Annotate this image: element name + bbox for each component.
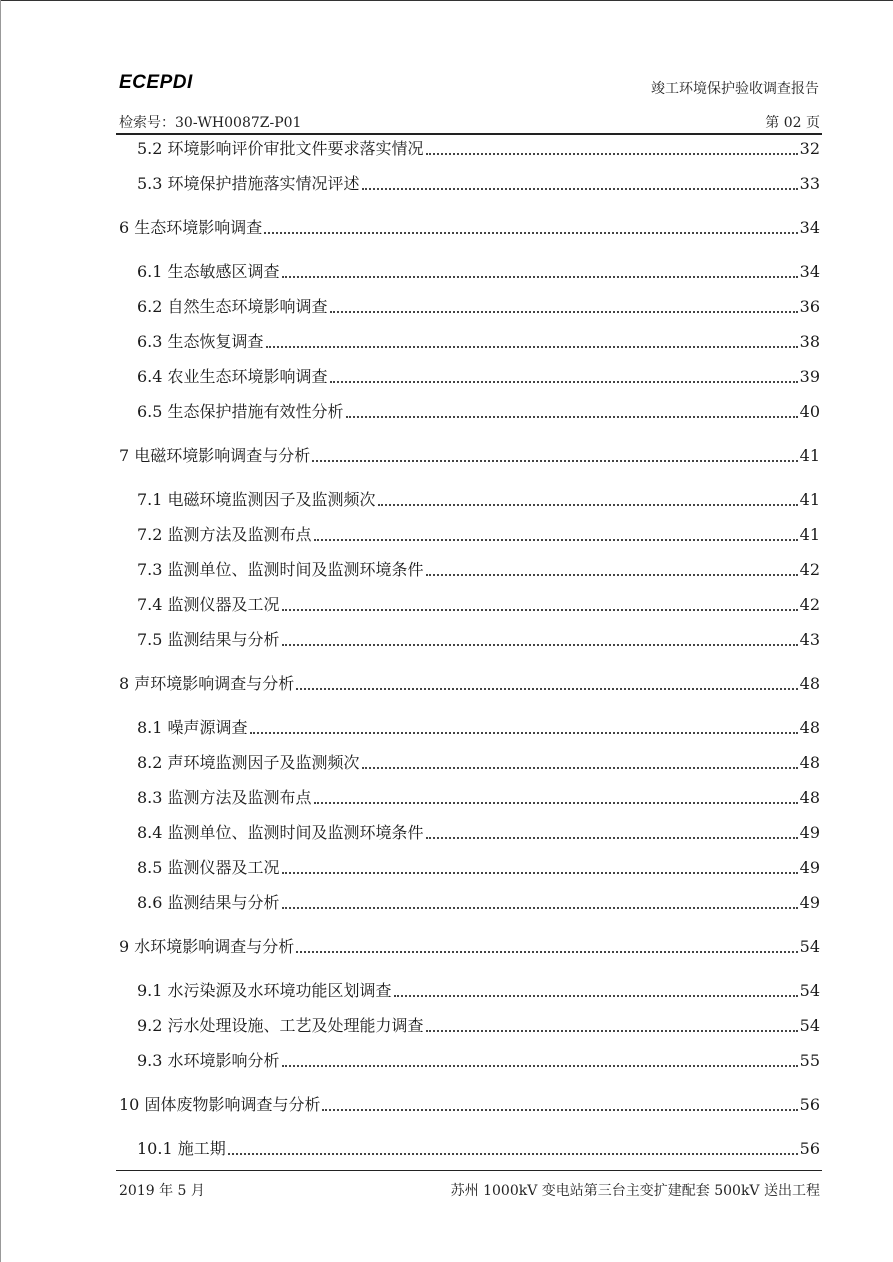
toc-entry-title: 7.5 监测结果与分析 bbox=[137, 630, 280, 649]
toc-entry-page: 40 bbox=[799, 402, 820, 421]
ecepdi-logo: ECEPDI bbox=[119, 72, 193, 93]
toc-entry-page: 48 bbox=[799, 718, 820, 737]
toc-entry-page: 56 bbox=[799, 1095, 820, 1114]
toc-entry-page: 41 bbox=[799, 490, 820, 509]
toc-entry-page: 41 bbox=[799, 446, 820, 465]
toc-entry-page: 49 bbox=[799, 858, 820, 877]
toc-entry[interactable] bbox=[137, 891, 820, 913]
toc-entry[interactable] bbox=[137, 330, 820, 352]
toc-entry-page: 39 bbox=[799, 367, 820, 386]
toc-dot-leader bbox=[312, 460, 797, 462]
toc-entry-title: 6.3 生态恢复调查 bbox=[137, 332, 264, 351]
toc-entry-title: 9.2 污水处理设施、工艺及处理能力调查 bbox=[137, 1016, 424, 1035]
toc-entry-title: 6.2 自然生态环境影响调查 bbox=[137, 297, 328, 316]
toc-entry-title: 7.3 监测单位、监测时间及监测环境条件 bbox=[137, 560, 424, 579]
toc-dot-leader bbox=[330, 381, 798, 383]
toc-entry[interactable] bbox=[137, 295, 820, 317]
toc-dot-leader bbox=[296, 951, 797, 953]
toc-entry-page: 34 bbox=[799, 262, 820, 281]
toc-entry-page: 34 bbox=[799, 218, 820, 237]
toc-entry[interactable] bbox=[137, 365, 820, 387]
toc-entry-title: 9.1 水污染源及水环境功能区划调查 bbox=[137, 981, 392, 1000]
toc-dot-leader bbox=[228, 1153, 798, 1155]
footer-divider bbox=[116, 1170, 822, 1171]
toc-entry-title: 8.4 监测单位、监测时间及监测环境条件 bbox=[137, 823, 424, 842]
toc-entry-title: 6.5 生态保护措施有效性分析 bbox=[137, 402, 344, 421]
toc-entry[interactable] bbox=[137, 979, 820, 1001]
toc-entry[interactable] bbox=[119, 672, 820, 694]
toc-entry-page: 42 bbox=[799, 595, 820, 614]
toc-dot-leader bbox=[426, 574, 798, 576]
toc-entry-page: 41 bbox=[799, 525, 820, 544]
toc-entry-page: 36 bbox=[799, 297, 820, 316]
toc-entry-title: 9.3 水环境影响分析 bbox=[137, 1051, 280, 1070]
toc-dot-leader bbox=[282, 644, 798, 646]
toc-entry[interactable] bbox=[137, 856, 820, 878]
toc-entry-page: 38 bbox=[799, 332, 820, 351]
toc-entry[interactable] bbox=[137, 1137, 820, 1159]
toc-dot-leader bbox=[282, 872, 798, 874]
toc-entry-title: 8.2 声环境监测因子及监测频次 bbox=[137, 753, 360, 772]
toc-dot-leader bbox=[282, 276, 798, 278]
toc-dot-leader bbox=[266, 346, 798, 348]
toc-entry-title: 8.6 监测结果与分析 bbox=[137, 893, 280, 912]
toc-entry-title: 6.4 农业生态环境影响调查 bbox=[137, 367, 328, 386]
toc-entry-page: 48 bbox=[799, 674, 820, 693]
toc-entry[interactable] bbox=[119, 935, 820, 957]
toc-entry[interactable] bbox=[137, 751, 820, 773]
toc-entry[interactable] bbox=[119, 216, 820, 238]
toc-entry-title: 8.1 噪声源调查 bbox=[137, 718, 248, 737]
toc-entry[interactable] bbox=[137, 137, 820, 159]
toc-entry[interactable] bbox=[137, 593, 820, 615]
toc-dot-leader bbox=[426, 1030, 798, 1032]
toc-entry[interactable] bbox=[137, 821, 820, 843]
toc-entry[interactable] bbox=[137, 558, 820, 580]
toc-entry-page: 54 bbox=[799, 981, 820, 1000]
toc-entry[interactable] bbox=[137, 1014, 820, 1036]
toc-entry-page: 49 bbox=[799, 893, 820, 912]
toc-dot-leader bbox=[314, 802, 798, 804]
toc-entry-page: 49 bbox=[799, 823, 820, 842]
toc-entry[interactable] bbox=[137, 400, 820, 422]
toc-dot-leader bbox=[282, 1065, 798, 1067]
toc-entry-title: 10 固体废物影响调查与分析 bbox=[119, 1095, 321, 1114]
toc-dot-leader bbox=[426, 153, 798, 155]
toc-entry-title: 5.3 环境保护措施落实情况评述 bbox=[137, 174, 360, 193]
index-number: 检索号：30-WH0087Z-P01 bbox=[119, 115, 302, 131]
report-title: 竣工环境保护验收调查报告 bbox=[651, 81, 819, 97]
toc-dot-leader bbox=[322, 1109, 797, 1111]
toc-entry[interactable] bbox=[137, 716, 820, 738]
toc-entry-title: 7.4 监测仪器及工况 bbox=[137, 595, 280, 614]
toc-entry-title: 7.1 电磁环境监测因子及监测频次 bbox=[137, 490, 376, 509]
toc-entry-page: 43 bbox=[799, 630, 820, 649]
toc-dot-leader bbox=[394, 995, 798, 997]
toc-dot-leader bbox=[282, 907, 798, 909]
toc-entry-page: 54 bbox=[799, 937, 820, 956]
toc-entry-title: 9 水环境影响调查与分析 bbox=[119, 937, 295, 956]
footer-project-name: 苏州 1000kV 变电站第三台主变扩建配套 500kV 送出工程 bbox=[450, 1183, 820, 1199]
toc-dot-leader bbox=[314, 539, 798, 541]
toc-entry[interactable] bbox=[137, 1049, 820, 1071]
toc-dot-leader bbox=[346, 416, 798, 418]
footer-date: 2019 年 5 月 bbox=[119, 1183, 205, 1199]
toc-entry[interactable] bbox=[119, 1093, 820, 1115]
toc-entry-page: 56 bbox=[799, 1139, 820, 1158]
toc-entry[interactable] bbox=[137, 172, 820, 194]
toc-entry-title: 10.1 施工期 bbox=[137, 1139, 226, 1158]
toc-dot-leader bbox=[378, 504, 798, 506]
toc-entry-title: 6.1 生态敏感区调查 bbox=[137, 262, 280, 281]
toc-entry-title: 5.2 环境影响评价审批文件要求落实情况 bbox=[137, 139, 424, 158]
toc-entry-page: 42 bbox=[799, 560, 820, 579]
page-number: 第 02 页 bbox=[765, 115, 820, 131]
toc-dot-leader bbox=[250, 732, 798, 734]
toc-entry-page: 48 bbox=[799, 788, 820, 807]
toc-entry-title: 8.5 监测仪器及工况 bbox=[137, 858, 280, 877]
toc-entry[interactable] bbox=[137, 628, 820, 650]
toc-dot-leader bbox=[296, 688, 797, 690]
toc-dot-leader bbox=[426, 837, 798, 839]
toc-entry-title: 8 声环境影响调查与分析 bbox=[119, 674, 295, 693]
toc-dot-leader bbox=[330, 311, 798, 313]
toc-dot-leader bbox=[362, 767, 798, 769]
toc-entry[interactable] bbox=[137, 260, 820, 282]
toc-entry-page: 55 bbox=[799, 1051, 820, 1070]
toc-entry-title: 7 电磁环境影响调查与分析 bbox=[119, 446, 311, 465]
toc-entry[interactable] bbox=[119, 444, 820, 466]
toc-dot-leader bbox=[362, 188, 798, 190]
toc-dot-leader bbox=[264, 232, 797, 234]
toc-entry-title: 8.3 监测方法及监测布点 bbox=[137, 788, 312, 807]
toc-entry-title: 7.2 监测方法及监测布点 bbox=[137, 525, 312, 544]
toc-entry-title: 6 生态环境影响调查 bbox=[119, 218, 263, 237]
toc-entry-page: 48 bbox=[799, 753, 820, 772]
toc-entry-page: 32 bbox=[799, 139, 820, 158]
toc-entry[interactable] bbox=[137, 488, 820, 510]
toc-entry-page: 33 bbox=[799, 174, 820, 193]
toc-entry-page: 54 bbox=[799, 1016, 820, 1035]
toc-entry[interactable] bbox=[137, 786, 820, 808]
toc-dot-leader bbox=[282, 609, 798, 611]
toc-entry[interactable] bbox=[137, 523, 820, 545]
